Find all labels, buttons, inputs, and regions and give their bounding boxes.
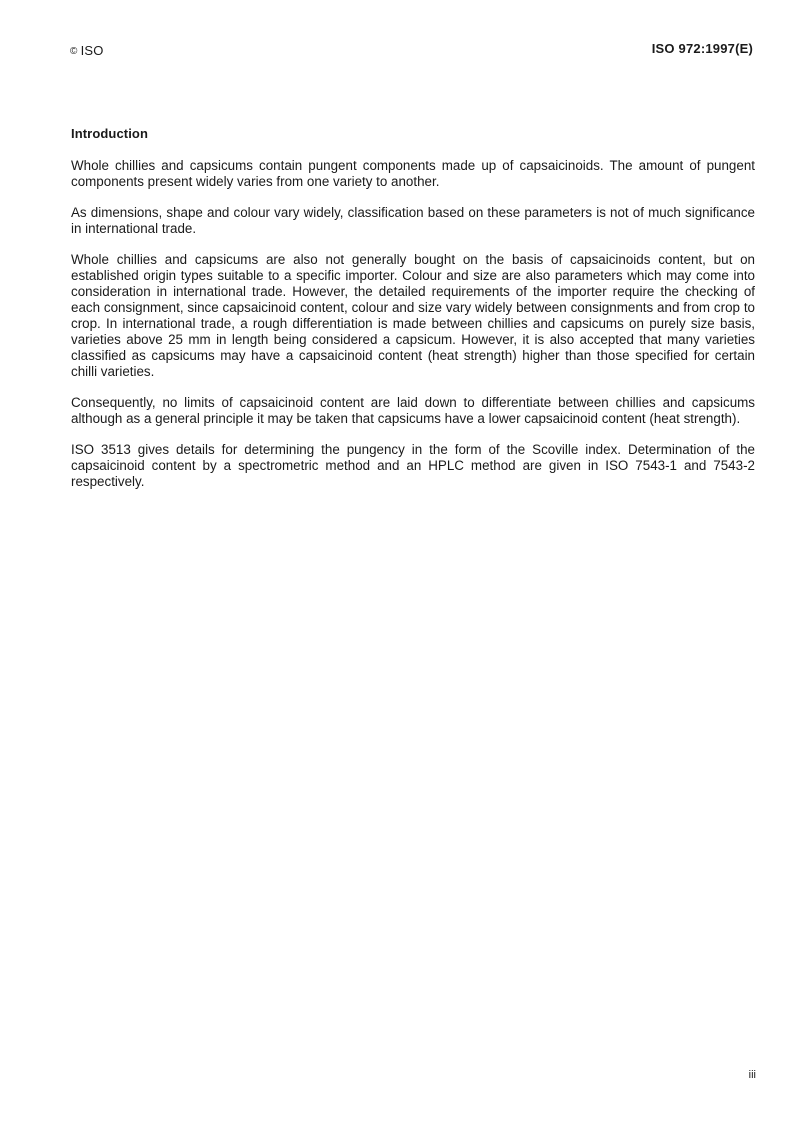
page-header-left <box>70 43 104 58</box>
section-heading: Introduction <box>71 126 149 141</box>
paragraph-pungent-components: Whole chillies and capsicums contain pungent components made up of capsaicinoids. The amount of pungent components present widely varies from one variety to another. <box>71 158 755 189</box>
page-number: iii <box>748 1069 756 1081</box>
copyright-symbol: © <box>70 46 78 57</box>
paragraph-classification: As dimensions, shape and colour vary widely, classification based on these parameters is not of much significance in international trade. <box>71 205 755 236</box>
paragraph-limits: Consequently, no limits of capsaicinoid content are laid down to differentiate between chillies and capsicums although as a general principle it may be taken that capsicums have a lower capsaicinoid content (heat strength). <box>71 395 755 426</box>
organization-name: ISO <box>80 43 104 58</box>
paragraph-references: ISO 3513 gives details for determining the pungency in the form of the Scoville index. Determination of the capsaicinoid content by a spectrometric method and an HPLC method are given in ISO 7543-1 and 7543-2 respectively. <box>71 442 755 489</box>
document-identifier: ISO 972:1997(E) <box>651 41 753 56</box>
paragraph-international-trade: Whole chillies and capsicums are also not generally bought on the basis of capsaicinoids content, but on established origin types suitable to a specific importer. Colour and size are also parameters which may come into consideration in international trade. However, the detailed requirements of the importer require the checking of each consignment, since capsaicinoid content, colour and size vary widely between consignments and from crop to crop. In international trade, a rough differentiation is made between chillies and capsicums on purely size basis, varieties above 25 mm in length being considered a capsicum. However, it is also accepted that many varieties classified as capsicums may have a capsaicinoid content (heat strength) higher than those specified for certain chilli varieties. <box>71 252 755 379</box>
introduction-section <box>71 126 755 505</box>
